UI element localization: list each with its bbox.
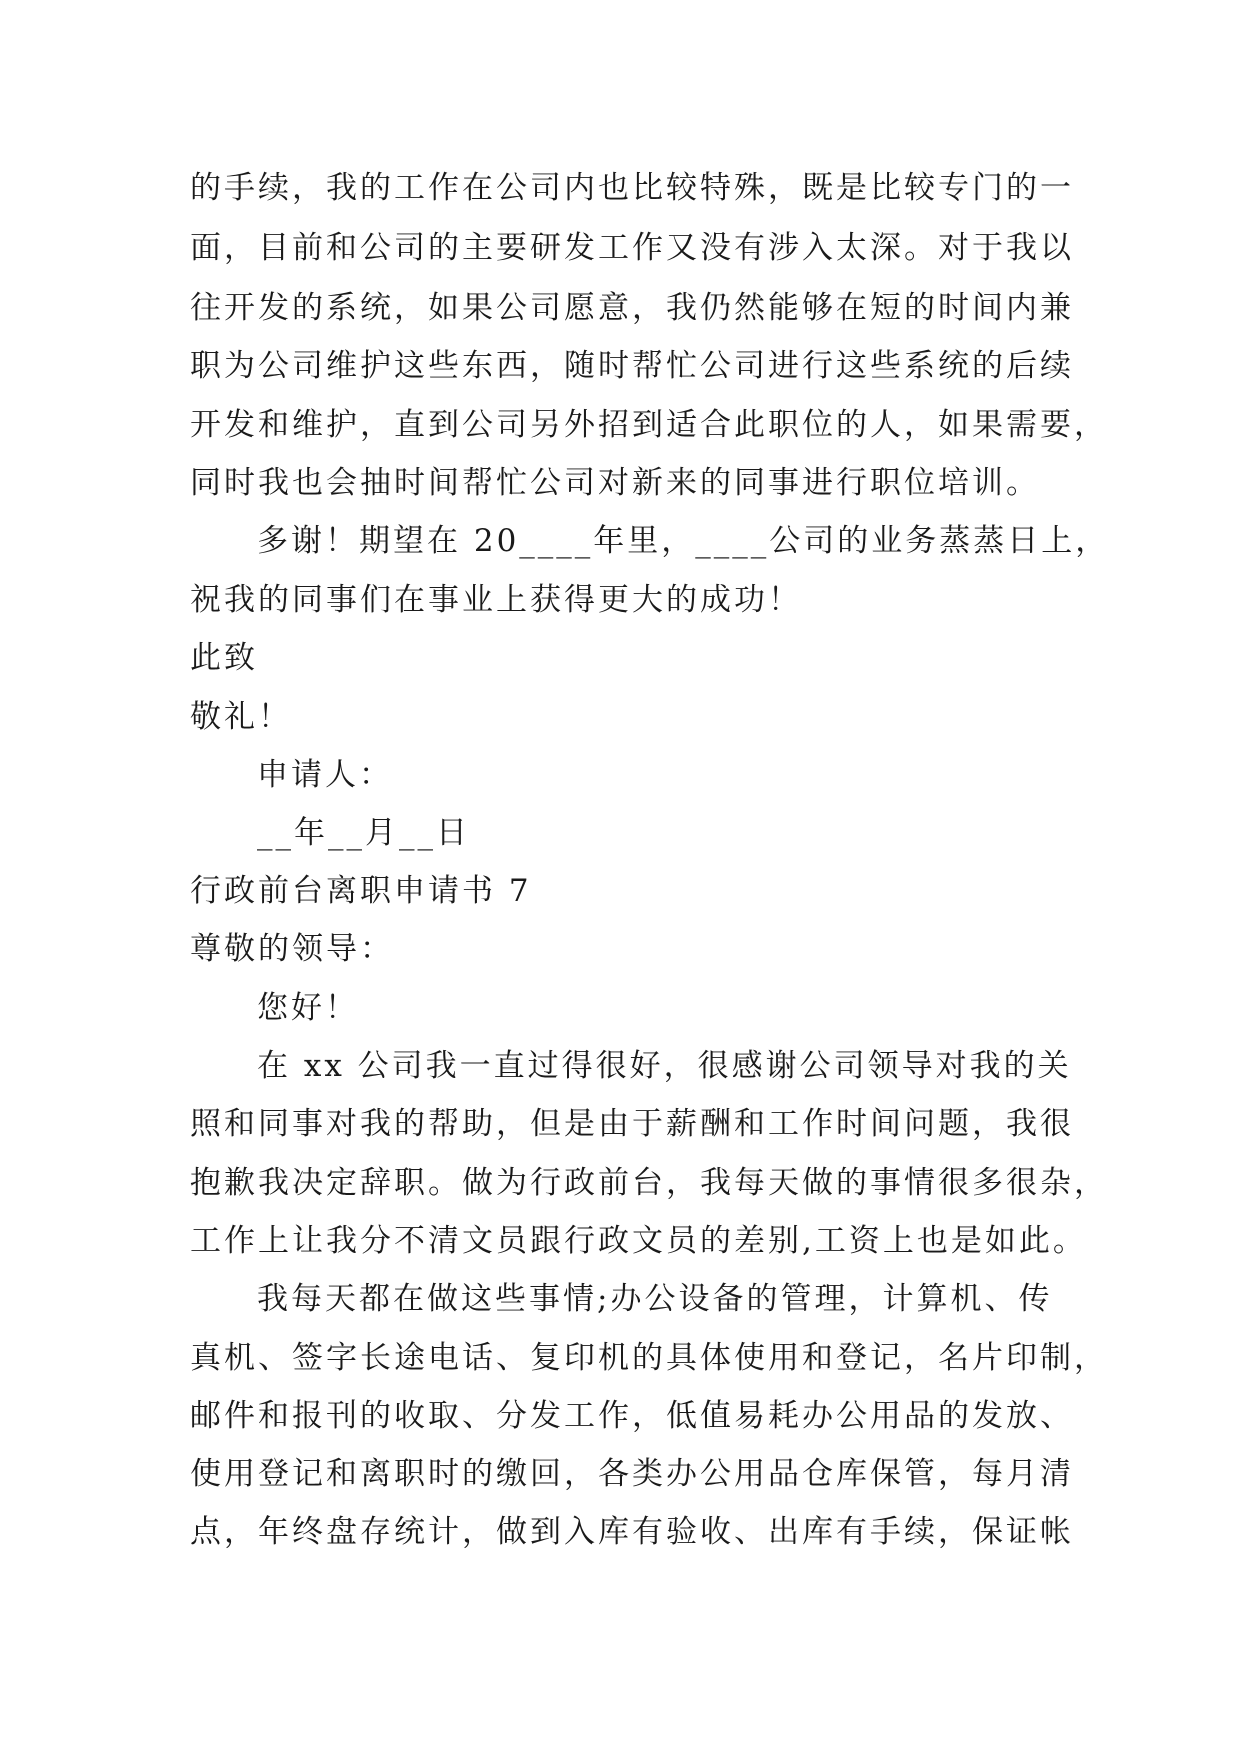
date-placeholder: __年__月__日 [257, 815, 470, 851]
body-text-line: 职为公司维护这些东西，随时帮忙公司进行这些系统的后续 [190, 348, 1074, 384]
body-text-line: 多谢！期望在 20____年里，____公司的业务蒸蒸日上， [257, 523, 1110, 559]
body-text-line: 往开发的系统，如果公司愿意，我仍然能够在短的时间内兼 [190, 290, 1074, 326]
body-text-line: 在 xx 公司我一直过得很好，很感谢公司领导对我的关 [257, 1048, 1072, 1084]
applicant-label: 申请人： [257, 757, 393, 793]
body-text-line: 照和同事对我的帮助，但是由于薪酬和工作时间问题，我很 [190, 1106, 1074, 1142]
body-text-line: 点，年终盘存统计，做到入库有验收、出库有手续，保证帐 [190, 1514, 1074, 1550]
body-text-line: 使用登记和离职时的缴回，各类办公用品仓库保管，每月清 [190, 1456, 1074, 1492]
body-text-line: 我每天都在做这些事情;办公设备的管理，计算机、传 [257, 1281, 1053, 1317]
greeting: 您好！ [257, 990, 359, 1026]
body-text-line: 抱歉我决定辞职。做为行政前台，我每天做的事情很多很杂， [190, 1165, 1108, 1201]
body-text-line: 工作上让我分不清文员跟行政文员的差别,工资上也是如此。 [190, 1223, 1087, 1259]
body-text-line: 同时我也会抽时间帮忙公司对新来的同事进行职位培训。 [190, 465, 1040, 501]
body-text-line: 真机、签字长途电话、复印机的具体使用和登记，名片印制， [190, 1340, 1108, 1376]
closing-regards: 敬礼！ [190, 699, 292, 735]
greeting-recipient: 尊敬的领导： [190, 931, 394, 967]
body-text-line: 面，目前和公司的主要研发工作又没有涉入太深。对于我以 [190, 230, 1074, 266]
closing-salutation: 此致 [190, 640, 258, 676]
body-text-line: 开发和维护，直到公司另外招到适合此职位的人，如果需要， [190, 407, 1108, 443]
body-text-line: 祝我的同事们在事业上获得更大的成功！ [190, 582, 802, 618]
section-title: 行政前台离职申请书 7 [190, 873, 532, 909]
body-text-line: 的手续，我的工作在公司内也比较特殊，既是比较专门的一 [190, 170, 1074, 206]
body-text-line: 邮件和报刊的收取、分发工作，低值易耗办公用品的发放、 [190, 1398, 1074, 1434]
